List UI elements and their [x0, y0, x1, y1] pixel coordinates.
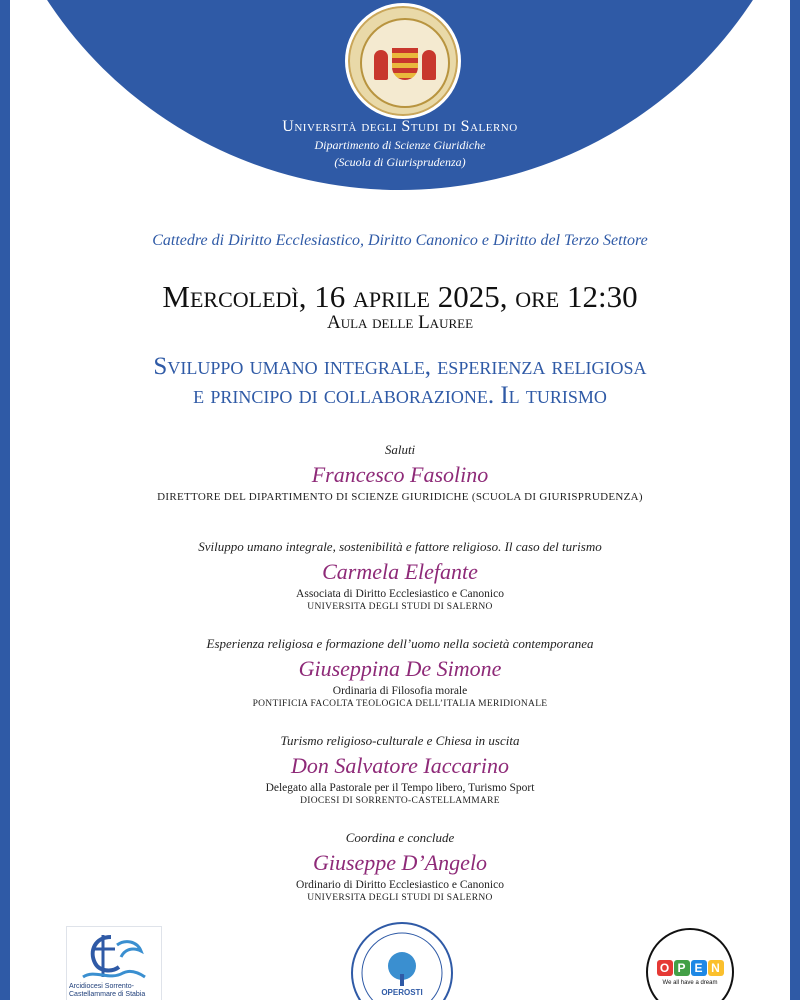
program-item [0, 537, 800, 634]
archdiocese-wave-icon [81, 931, 147, 983]
program-institution: DIRETTORE DEL DIPARTIMENTO DI SCIENZE GIURIDICHE (SCUOLA DI GIURISPRUDENZA) [157, 491, 643, 503]
program-item [0, 634, 800, 731]
university-seal-icon [345, 3, 461, 119]
program-item [0, 731, 800, 828]
program-speaker: Francesco Fasolino [311, 462, 489, 487]
event-title [0, 352, 800, 410]
program-institution: DIOCESI DI SORRENTO-CASTELLAMMARE [300, 796, 500, 806]
program-speaker: Don Salvatore Iaccarino [291, 753, 509, 778]
program-position: Ordinario di Diritto Ecclesiastico e Canonico [296, 879, 504, 891]
department-name: Dipartimento di Scienze Giuridiche [314, 138, 486, 152]
event-venue: Aula delle Lauree [326, 312, 474, 333]
program [0, 440, 800, 925]
program-position: Associata di Diritto Ecclesiastico e Canonico [296, 588, 504, 600]
open-tagline: We all have a dream [662, 980, 718, 986]
chairs-line: Cattedre di Diritto Ecclesiastico, Diritto Canonico e Diritto del Terzo Settore [152, 232, 648, 249]
university-name: Università degli Studi di Salerno [282, 118, 518, 135]
program-role: Esperienza religiosa e formazione dell’uomo nella società contemporanea [206, 636, 594, 651]
operosti-logo [351, 922, 453, 1000]
open-letter-n: N [708, 960, 724, 976]
program-position: Ordinaria di Filosofia morale [332, 685, 468, 697]
program-item [0, 440, 800, 537]
event-date-time: Mercoledì, 16 aprile 2025, ore 12:30 [162, 279, 638, 314]
program-speaker: Giuseppe D’Angelo [312, 850, 488, 875]
program-role: Sviluppo umano integrale, sostenibilità e fattore religioso. Il caso del turismo [198, 539, 602, 554]
open-letter-o: O [657, 960, 673, 976]
seal-shield-icon [392, 48, 418, 80]
program-institution: UNIVERSITA DEGLI STUDI DI SALERNO [307, 602, 493, 612]
program-role: Coordina e conclude [345, 830, 455, 845]
seal-figure-left-icon [374, 50, 388, 80]
program-speaker: Giuseppina De Simone [298, 656, 502, 681]
event-title-line-2: e principo di collaborazione. Il turismo [193, 382, 607, 409]
header-text [0, 118, 800, 170]
school-name: (Scuola di Giurisprudenza) [334, 155, 466, 169]
program-role: Saluti [384, 442, 416, 457]
open-letter-p: P [674, 960, 690, 976]
event-title-line-1: Sviluppo umano integrale, esperienza religiosa [153, 353, 647, 380]
operosti-name: OPEROSTI [381, 988, 423, 997]
seal-figure-right-icon [422, 50, 436, 80]
archdiocese-name: Arcidiocesi Sorrento-Castellammare di Stabia [69, 983, 146, 998]
program-position: Delegato alla Pastorale per il Tempo libero, Turismo Sport [265, 782, 535, 794]
program-institution: PONTIFICIA FACOLTA TEOLOGICA DELL’ITALIA MERIDIONALE [252, 699, 548, 709]
open-letter-e: E [691, 960, 707, 976]
program-institution: UNIVERSITA DEGLI STUDI DI SALERNO [307, 893, 493, 903]
program-item [0, 828, 800, 925]
program-speaker: Carmela Elefante [322, 559, 478, 584]
open-wordmark [648, 960, 732, 976]
archdiocese-logo [66, 926, 162, 1000]
program-role: Turismo religioso-culturale e Chiesa in uscita [280, 733, 520, 748]
